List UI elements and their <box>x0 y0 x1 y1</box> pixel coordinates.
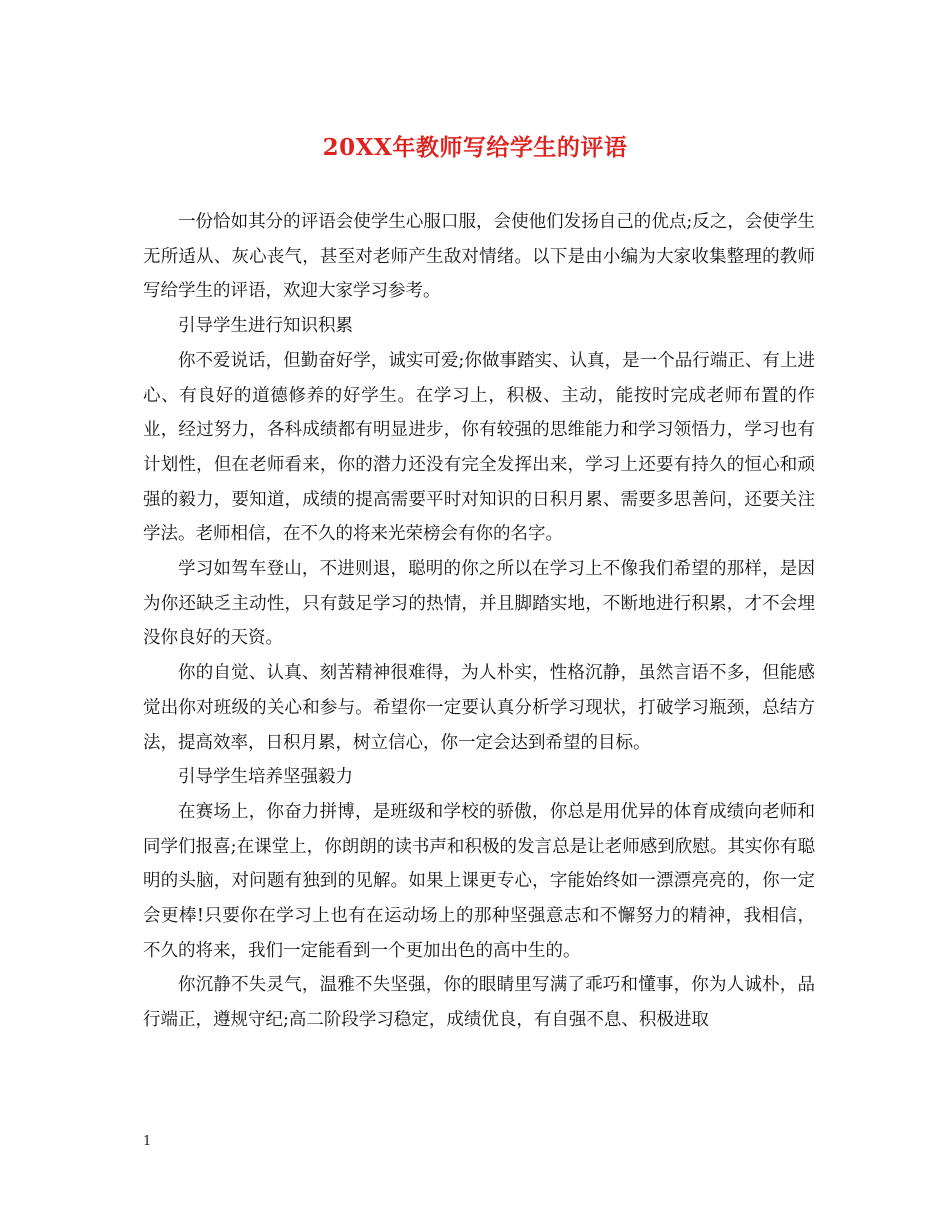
section-heading-knowledge: 引导学生进行知识积累 <box>178 316 353 337</box>
document-title: 20XX年教师写给学生的评语 <box>322 134 628 161</box>
section-heading-perseverance: 引导学生培养坚强毅力 <box>178 767 353 788</box>
comment-paragraph: 你不爱说话，但勤奋好学，诚实可爱;你做事踏实、认真，是一个品行端正、有上进心、有良好的道德修养的好学生。在学习上，积极、主动，能按时完成老师布置的作业，经过努力，各科成绩都有明显进步，你有较强的思维能力和学习领悟力，学习也有计划性，但在老师看来，你的潜力还没有完全发挥出来，学习上还要有持久的恒心和顽强的毅力，要知道，成绩的提高需要平时对知识的日积月累、需要多思善问，还要关注学法。老师相信，在不久的将来光荣榜会有你的名字。 <box>143 350 815 545</box>
intro-paragraph: 一份恰如其分的评语会使学生心服口服，会使他们发扬自己的优点;反之，会使学生无所适从、灰心丧气，甚至对老师产生敌对情绪。以下是由小编为大家收集整理的教师写给学生的评语，欢迎大家学习参考。 <box>143 212 815 302</box>
comment-paragraph: 你沉静不失灵气，温雅不失坚强，你的眼睛里写满了乖巧和懂事，你为人诚朴，品行端正，遵规守纪;高二阶段学习稳定，成绩优良，有自强不息、积极进取 <box>143 975 815 1031</box>
comment-paragraph: 学习如驾车登山，不进则退，聪明的你之所以在学习上不像我们希望的那样，是因为你还缺乏主动性，只有鼓足学习的热情，并且脚踏实地，不断地进行积累，才不会埋没你良好的天资。 <box>143 559 815 649</box>
page-number: 1 <box>143 1134 152 1149</box>
comment-paragraph: 在赛场上，你奋力拼博，是班级和学校的骄傲，你总是用优异的体育成绩向老师和同学们报喜;在课堂上，你朗朗的读书声和积极的发言总是让老师感到欣慰。其实你有聪明的头脑，对问题有独到的见解。如果上课更专心，字能始终如一漂漂亮亮的，你一定会更棒!只要你在学习上也有在运动场上的那种坚强意志和不懈努力的精神，我相信，不久的将来，我们一定能看到一个更加出色的高中生的。 <box>143 801 815 961</box>
comment-paragraph: 你的自觉、认真、刻苦精神很难得，为人朴实，性格沉静，虽然言语不多，但能感觉出你对班级的关心和参与。希望你一定要认真分析学习现状，打破学习瓶颈，总结方法，提高效率，日积月累，树立信心，你一定会达到希望的目标。 <box>143 663 815 753</box>
document-body <box>143 205 815 1038</box>
